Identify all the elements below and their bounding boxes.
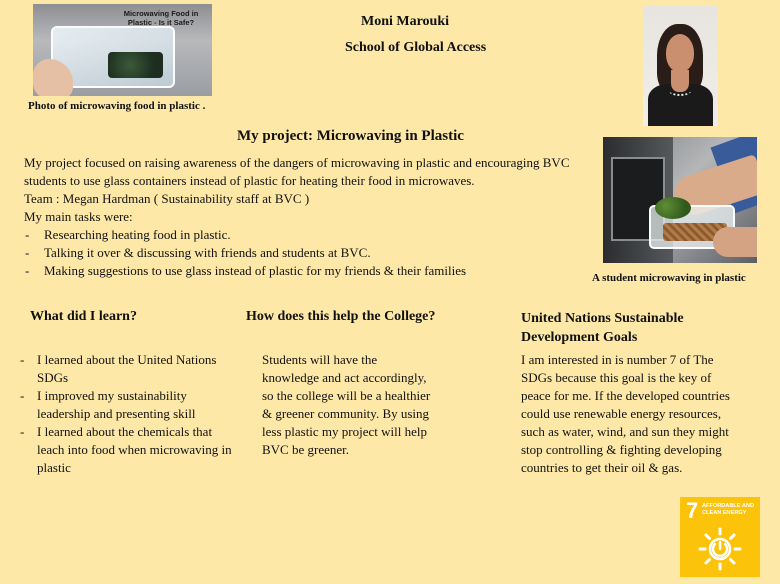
project-team: Team : Megan Hardman ( Sustainability staff at BVC ): [24, 191, 310, 206]
help-heading: How does this help the College?: [246, 309, 436, 324]
sdg-icon-number: 7: [686, 498, 699, 523]
project-tasks-intro: My main tasks were:: [24, 209, 133, 224]
learn-item: - I learned about the United Nations SDGs: [20, 351, 235, 387]
learn-heading: What did I learn?: [30, 309, 137, 324]
author-name: Moni Marouki: [360, 14, 450, 29]
project-task-list: [24, 226, 584, 280]
microwave-food-photo: [33, 4, 212, 96]
task-item: - Talking it over & discussing with friends and students at BVC.: [24, 244, 584, 262]
author-portrait: [643, 6, 718, 126]
sdg-icon-label: AFFORDABLE AND CLEAN ENERGY: [702, 503, 754, 516]
food-shape: [108, 52, 163, 78]
sdg7-icon: [680, 497, 760, 577]
school-name: School of Global Access: [345, 40, 487, 55]
photo-overlay-text: Microwaving Food in Plastic - Is it Safe?: [123, 9, 199, 27]
learn-item: - I learned about the chemicals that leach into food when microwaving in plastic: [20, 423, 235, 477]
student-microwave-photo: [603, 137, 757, 263]
sdg-heading: United Nations Sustainable Development Goals: [521, 311, 684, 345]
project-description-block: [24, 154, 584, 280]
photo-caption-microwave-food: Photo of microwaving food in plastic .: [28, 100, 206, 112]
sdg-body: I am interested in is number 7 of The SDGs because this goal is the key of peace for me. If the developed countries could use renewable energy resources, such as water, wind, and sun they might stop controlling & fighting developing countries to get their oil & gas.: [521, 352, 730, 475]
project-description: My project focused on raising awareness of the dangers of microwaving in plastic and encouraging BVC students to use glass containers instead of plastic for heating their food in microwaves.: [24, 155, 570, 188]
learn-list: [20, 351, 235, 477]
task-item: - Researching heating food in plastic.: [24, 226, 584, 244]
learn-item: - I improved my sustainability leadership and presenting skill: [20, 387, 235, 423]
project-title: My project: Microwaving in Plastic: [237, 128, 464, 144]
photo-caption-student: A student microwaving in plastic: [592, 272, 746, 284]
sun-power-icon: [698, 527, 742, 571]
task-item: - Making suggestions to use glass instead of plastic for my friends & their families: [24, 262, 584, 280]
help-body: Students will have the knowledge and act accordingly, so the college will be a healthier & greener community. By using less plastic my project will help BVC be greener.: [262, 352, 431, 457]
